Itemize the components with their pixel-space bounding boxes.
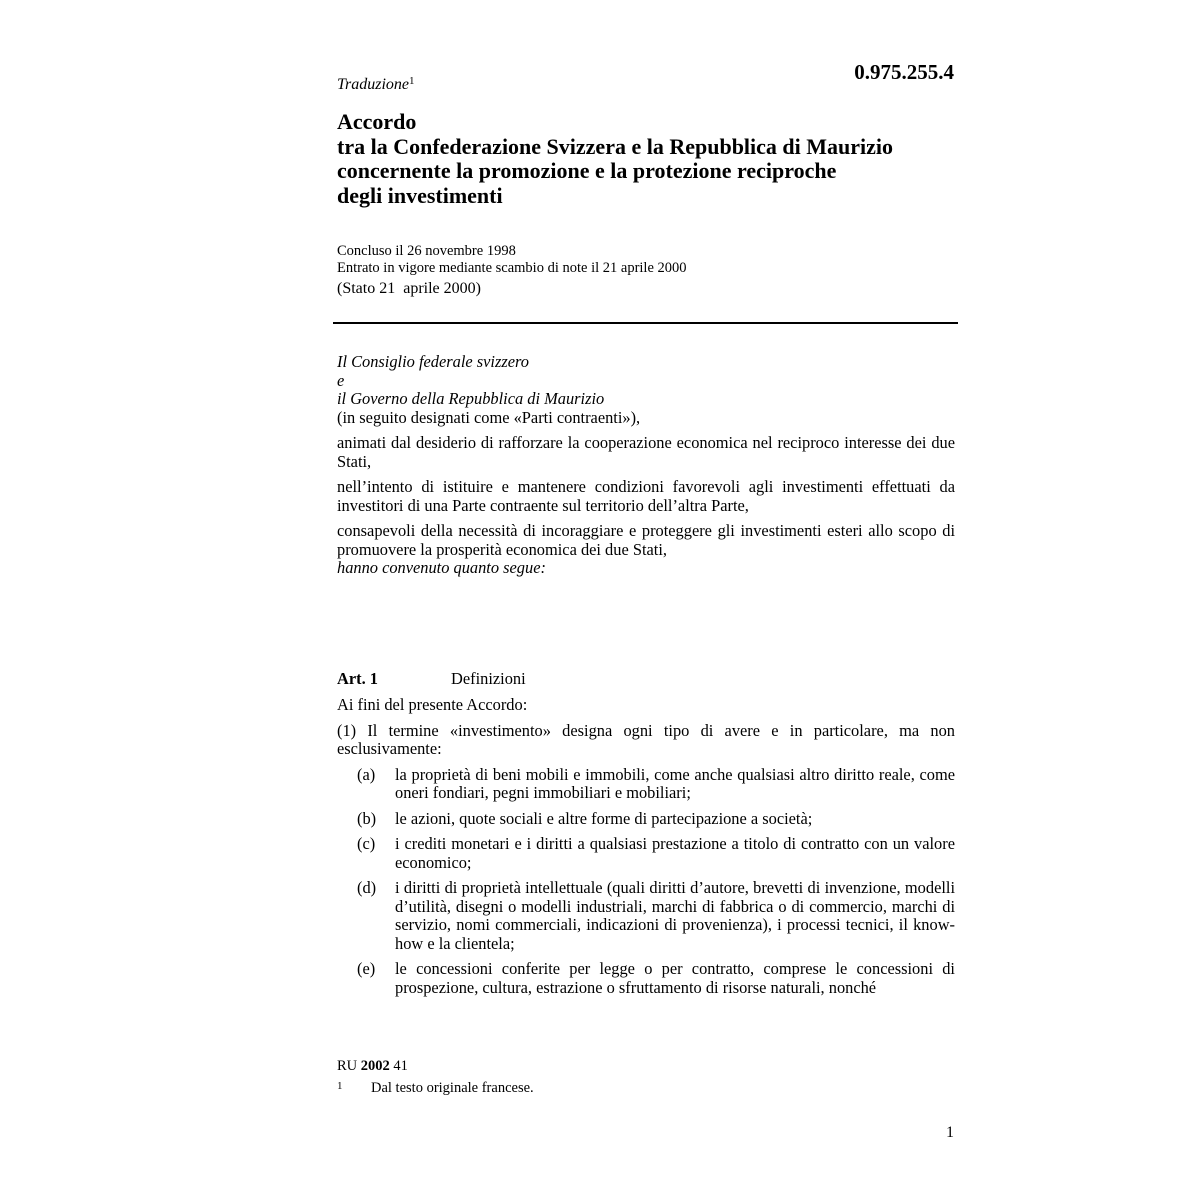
definition-list bbox=[337, 766, 955, 998]
item-label: (a) bbox=[357, 764, 376, 784]
preamble bbox=[337, 353, 955, 578]
parties-designation: (in seguito designati come «Parti contraenti»), bbox=[337, 407, 641, 427]
article-1 bbox=[337, 669, 955, 1004]
item-text: i diritti di proprietà intellettuale (quali diritti d’autore, brevetti di invenzione, modelli d’utilità, disegni o modelli industriali, marchi di fabbrica o di commercio, marchi di servizio, nomi commerciali, indicazioni di provenienza), i processi tecnici, il know-how e la clientela; bbox=[395, 878, 955, 953]
preamble-paragraph: animati dal desiderio di rafforzare la cooperazione economica nel reciproco interesse dei due Stati, bbox=[337, 433, 955, 471]
title-line: degli investimenti bbox=[337, 182, 503, 208]
item-text: le azioni, quote sociali e altre forme di partecipazione a società; bbox=[395, 808, 813, 828]
title-line: concernente la promozione e la protezione reciproche bbox=[337, 158, 837, 183]
party-two: il Governo della Repubblica di Maurizio bbox=[337, 389, 605, 408]
footnote-number: 1 bbox=[337, 1080, 343, 1092]
footnote-mark[interactable]: 1 bbox=[409, 75, 415, 87]
footnote-text: Dal testo originale francese. bbox=[371, 1080, 534, 1096]
translation-text: Traduzione bbox=[337, 76, 410, 93]
article-intro: Ai fini del presente Accordo: bbox=[337, 695, 528, 714]
article-paragraph: (1) Il termine «investimento» designa ogni tipo di avere e in particolare, ma non esclusivamente: bbox=[337, 720, 955, 758]
item-text: la proprietà di beni mobili e immobili, come anche qualsiasi altro diritto reale, come oneri fondiari, pegni immobiliari e mobiliari; bbox=[395, 764, 955, 802]
concluded-date: Concluso il 26 novembre 1998 bbox=[337, 243, 516, 259]
official-compilation-reference bbox=[337, 1058, 408, 1075]
page-number: 1 bbox=[946, 1124, 954, 1141]
list-item bbox=[337, 810, 955, 829]
entry-into-force: Entrato in vigore mediante scambio di note il 21 aprile 2000 bbox=[337, 260, 687, 276]
title-line: tra la Confederazione Svizzera e la Repubblica di Maurizio bbox=[337, 133, 894, 159]
status-date: (Stato 21 aprile 2000) bbox=[337, 280, 481, 297]
document-number: 0.975.255.4 bbox=[854, 60, 954, 84]
list-item bbox=[337, 879, 955, 953]
preamble-closing: hanno convenuto quanto segue: bbox=[337, 558, 546, 577]
status-block bbox=[337, 243, 955, 297]
item-label: (d) bbox=[357, 878, 377, 897]
item-text: le concessioni conferite per legge o per contratto, comprese le concessioni di prospezione, cultura, estrazione o sfruttamento di risorse naturali, nonché bbox=[395, 959, 955, 997]
article-number: Art. 1 bbox=[337, 669, 378, 688]
item-label: (c) bbox=[357, 834, 376, 853]
ru-year: 2002 bbox=[360, 1058, 390, 1074]
list-item bbox=[337, 960, 955, 997]
list-item bbox=[337, 766, 955, 803]
document-title bbox=[337, 110, 955, 208]
article-heading bbox=[337, 669, 955, 689]
translation-label bbox=[337, 75, 415, 94]
item-label: (e) bbox=[357, 959, 376, 978]
list-item bbox=[337, 835, 955, 872]
item-text: i crediti monetari e i diritti a qualsiasi prestazione a titolo di contratto con un valore economico; bbox=[395, 834, 955, 872]
ru-page: 41 bbox=[393, 1058, 408, 1074]
ru-prefix: RU bbox=[337, 1058, 358, 1074]
preamble-paragraph: consapevoli della necessità di incoraggiare e proteggere gli investimenti esteri allo scopo di promuovere la prosperità economica dei due Stati, bbox=[337, 521, 955, 559]
horizontal-rule bbox=[333, 322, 958, 324]
article-title: Definizioni bbox=[451, 669, 526, 688]
item-label: (b) bbox=[357, 808, 377, 828]
footnote bbox=[337, 1080, 534, 1097]
party-one: Il Consiglio federale svizzero bbox=[337, 352, 529, 371]
conjunction: e bbox=[337, 370, 345, 390]
title-line: Accordo bbox=[337, 109, 417, 134]
preamble-paragraph: nell’intento di istituire e mantenere condizioni favorevoli agli investimenti effettuati da investitori di una Parte contraente sul territorio dell’altra Parte, bbox=[337, 477, 955, 515]
